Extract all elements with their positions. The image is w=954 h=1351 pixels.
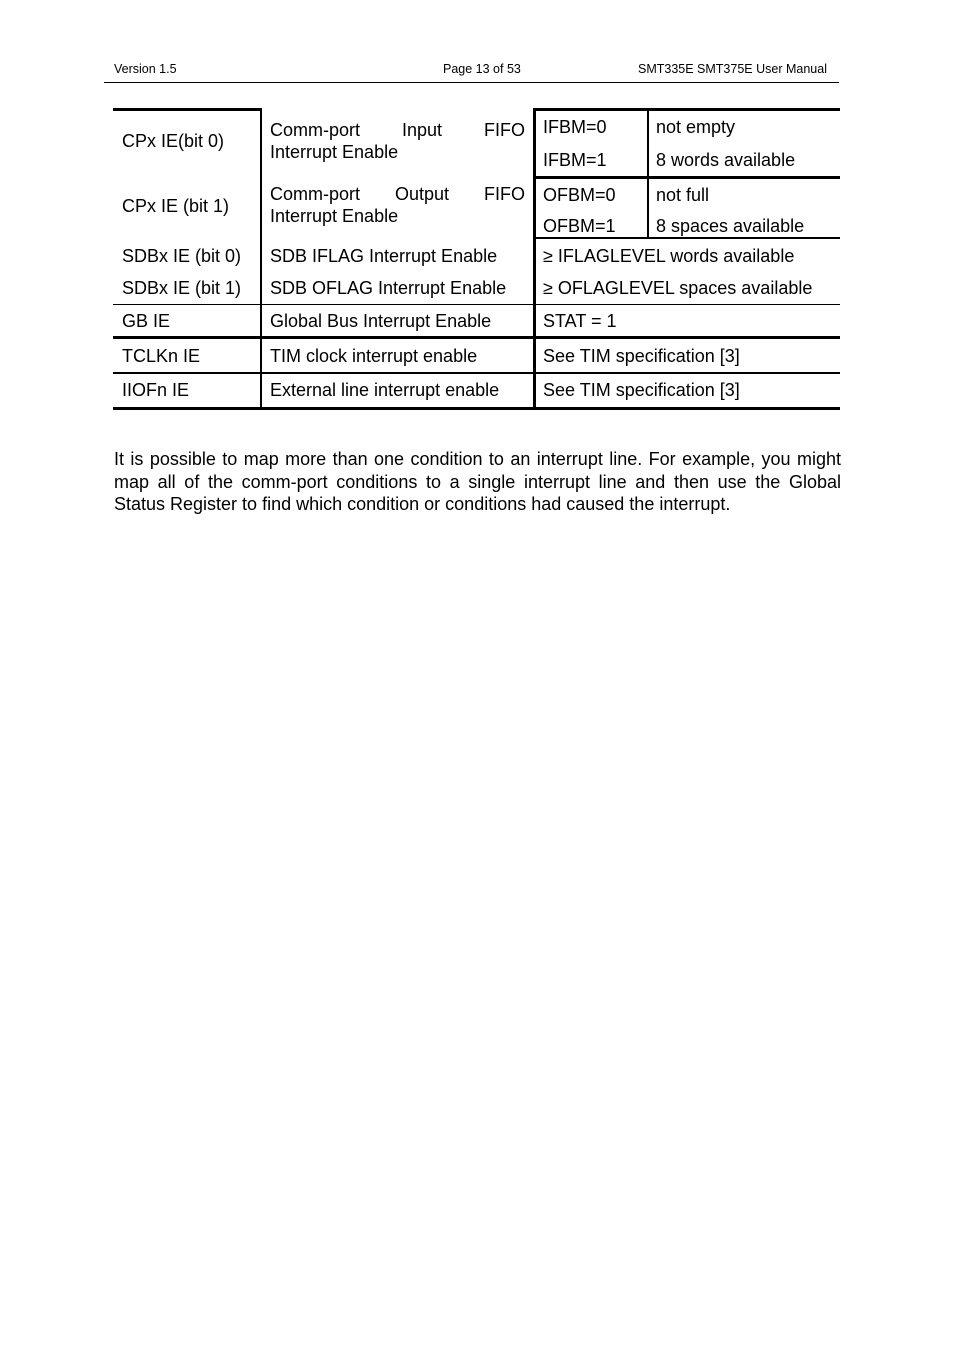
cell-sdbx-bit0-desc: SDB IFLAG Interrupt Enable	[270, 246, 498, 266]
cell-gb-cond: STAT = 1	[543, 311, 617, 331]
table-rule-sdb-top	[534, 237, 840, 239]
cell-iiof-desc: External line interrupt enable	[270, 380, 500, 400]
header-page-number: Page 13 of 53	[443, 62, 521, 76]
header-document-title: SMT335E SMT375E User Manual	[638, 62, 827, 76]
word: FIFO	[484, 184, 525, 204]
table-rule-top-right	[534, 108, 840, 111]
table-rule-cpx-split	[534, 176, 840, 179]
cell-cpx-bit0-desc	[270, 119, 525, 163]
cell-ifbm0-meaning: not empty	[656, 117, 736, 137]
cell-cpx-bit1-desc	[270, 183, 525, 227]
cell-tclk-name: TCLKn IE	[122, 346, 201, 366]
cell-iiof-cond: See TIM specification [3]	[543, 380, 740, 400]
table-rule-top	[113, 108, 262, 111]
word: Comm-port	[270, 184, 361, 204]
cell-cpx-bit1-name: CPx IE (bit 1)	[122, 196, 230, 216]
cell-ofbm0: OFBM=0	[543, 185, 616, 205]
desc-line2: Interrupt Enable	[270, 206, 399, 226]
table-rule-gb-top	[113, 304, 840, 305]
cell-gb-name: GB IE	[122, 311, 171, 331]
cell-sdbx-bit0-cond: ≥ IFLAGLEVEL words available	[543, 246, 795, 266]
table-rule-tclk-top	[113, 336, 840, 339]
cell-ofbm1-meaning: 8 spaces available	[656, 216, 805, 236]
cell-tclk-desc: TIM clock interrupt enable	[270, 346, 478, 366]
cell-iiof-name: IIOFn IE	[122, 380, 190, 400]
desc-line2: Interrupt Enable	[270, 142, 399, 162]
header-rule	[104, 82, 839, 83]
cell-tclk-cond: See TIM specification [3]	[543, 346, 740, 366]
table-rule-bottom	[113, 407, 840, 410]
word: FIFO	[484, 120, 525, 140]
table-rule-col3	[647, 108, 649, 238]
word: Comm-port	[270, 120, 361, 140]
body-paragraph: It is possible to map more than one condition to an interrupt line. For example, you might map all of the comm-port conditions to a single interrupt line and then use the Global Status Register to find which condition or conditions had caused the interrupt.	[114, 449, 841, 514]
cell-sdbx-bit1-cond: ≥ OFLAGLEVEL spaces available	[543, 278, 813, 298]
cell-cpx-bit0-name: CPx IE(bit 0)	[122, 131, 225, 151]
interrupt-enable-table	[113, 108, 840, 410]
table-rule-col2	[533, 108, 536, 410]
cell-ifbm1: IFBM=1	[543, 150, 607, 170]
cell-gb-desc: Global Bus Interrupt Enable	[270, 311, 492, 331]
cell-sdbx-bit0-name: SDBx IE (bit 0)	[122, 246, 242, 266]
table-rule-iiof-top	[113, 372, 840, 374]
word: Input	[401, 120, 443, 140]
header-version: Version 1.5	[114, 62, 177, 76]
word: Output	[394, 184, 450, 204]
cell-ofbm0-meaning: not full	[656, 185, 710, 205]
cell-sdbx-bit1-name: SDBx IE (bit 1)	[122, 278, 242, 298]
cell-ofbm1: OFBM=1	[543, 216, 616, 236]
cell-sdbx-bit1-desc: SDB OFLAG Interrupt Enable	[270, 278, 507, 298]
table-rule-col1	[260, 108, 262, 410]
cell-ifbm0: IFBM=0	[543, 117, 607, 137]
cell-ifbm1-meaning: 8 words available	[656, 150, 796, 170]
